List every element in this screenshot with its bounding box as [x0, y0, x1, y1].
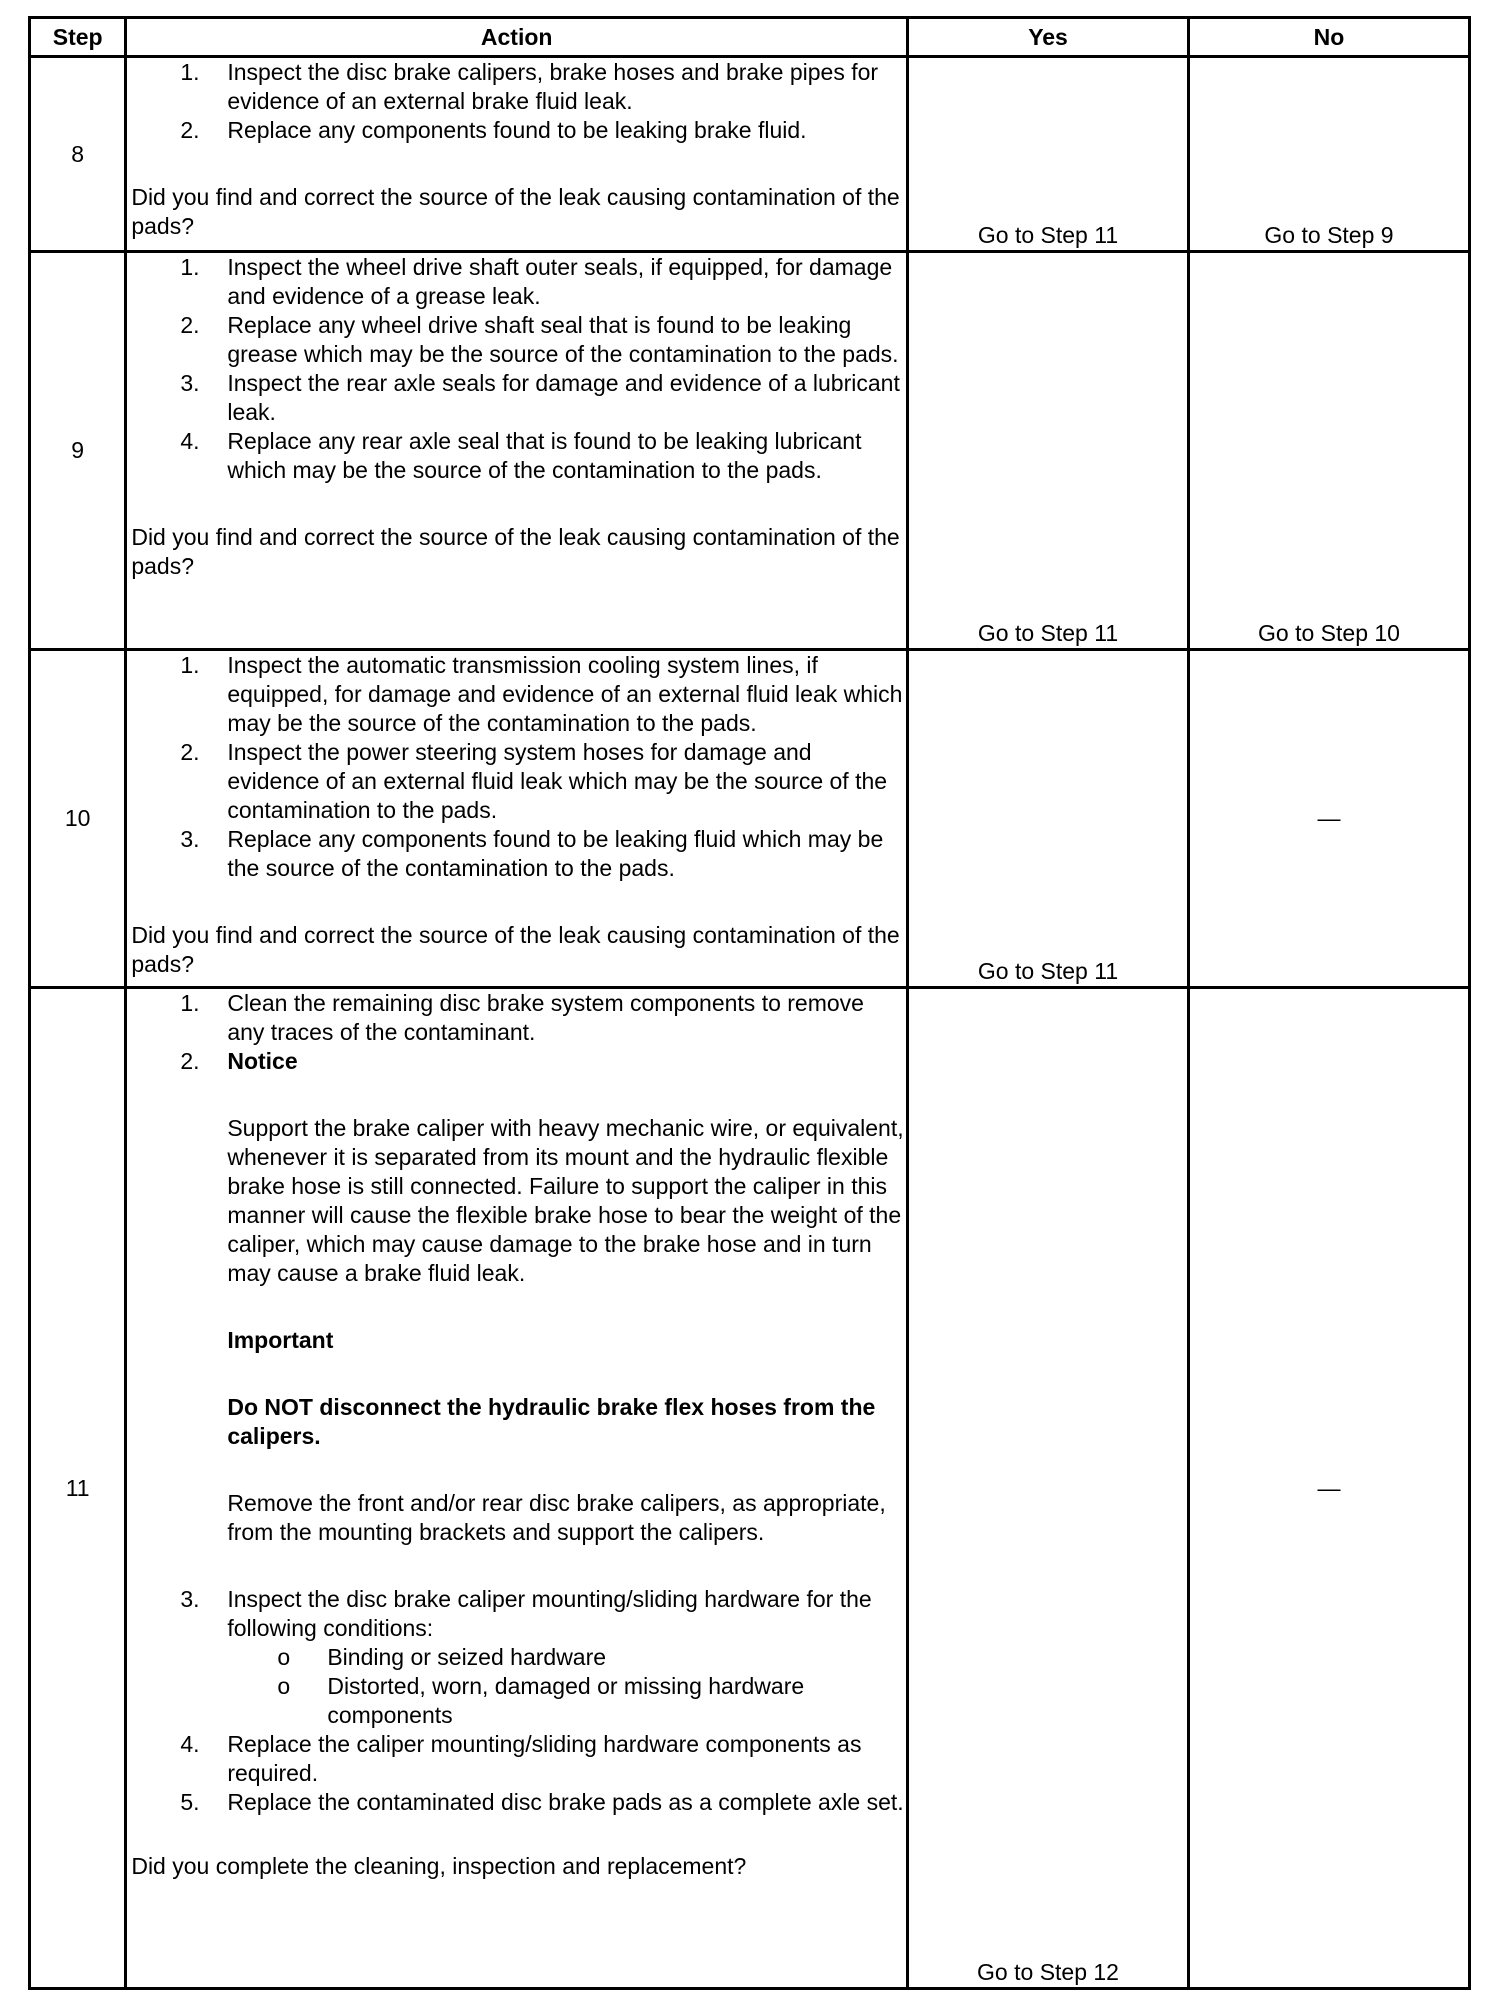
list-item: [131, 989, 904, 1047]
item-text: Inspect the power steering system hoses for damage and evidence of an external fluid leak which may be the source of the contamination to the pads.: [227, 739, 888, 823]
item-text: Replace the contaminated disc brake pads as a complete axle set.: [227, 1789, 904, 1815]
list-item: [131, 311, 904, 369]
item-text: Replace any components found to be leaking fluid which may be the source of the contamination to the pads.: [227, 826, 884, 881]
list-item: [131, 738, 904, 825]
yes-result: Go to Step 11: [908, 650, 1189, 988]
item-number: 3.: [180, 826, 200, 852]
list-item: [131, 116, 904, 145]
step-number: 10: [30, 650, 126, 988]
table-row-step-8: [30, 57, 1470, 252]
list-item: [131, 1047, 904, 1585]
header-yes: Yes: [908, 18, 1189, 57]
item-number: 2.: [180, 1048, 200, 1074]
action-cell: [126, 988, 908, 1989]
header-row: [30, 18, 1470, 57]
item-number: 1.: [180, 59, 200, 85]
list-item: [131, 1585, 904, 1730]
action-list: [131, 651, 904, 883]
item-text: Inspect the wheel drive shaft outer seals, if equipped, for damage and evidence of a grease leak.: [227, 254, 893, 309]
list-item: [131, 1730, 904, 1788]
item-number: 2.: [180, 739, 200, 765]
item-number: 1.: [180, 652, 200, 678]
table-row-step-11: [30, 988, 1470, 1989]
instruction-text: Remove the front and/or rear disc brake calipers, as appropriate, from the mounting brackets and support the calipers.: [227, 1490, 886, 1545]
action-cell: [126, 252, 908, 650]
no-result: —: [1189, 988, 1470, 1989]
table-row-step-9: [30, 252, 1470, 650]
item-text: Replace any components found to be leaking brake fluid.: [227, 117, 807, 143]
item-text: Replace any wheel drive shaft seal that is found to be leaking grease which may be the source of the contamination to the pads.: [227, 312, 899, 367]
notice-text: Support the brake caliper with heavy mechanic wire, or equivalent, whenever it is separated from its mount and the hydraulic flexible brake hose is still connected. Failure to support the caliper in this manner will cause the flexible brake hose to bear the weight of the caliper, which may cause damage to the brake hose and in turn may cause a brake fluid leak.: [227, 1115, 904, 1286]
yes-result: Go to Step 12: [908, 988, 1189, 1989]
header-step: Step: [30, 18, 126, 57]
item-text: Inspect the automatic transmission cooling system lines, if equipped, for damage and evidence of an external fluid leak which may be the source of the contamination to the pads.: [227, 652, 903, 736]
item-number: 5.: [180, 1789, 200, 1815]
item-text: Replace the caliper mounting/sliding hardware components as required.: [227, 1731, 862, 1786]
bullet-icon: o: [277, 1644, 291, 1670]
step-number: 9: [30, 252, 126, 650]
question-text: Did you find and correct the source of the leak causing contamination of the pads?: [131, 922, 900, 977]
question-text: Did you find and correct the source of the leak causing contamination of the pads?: [131, 524, 900, 579]
action-list: [131, 989, 904, 1817]
action-list: [131, 58, 904, 145]
no-result: Go to Step 9: [1189, 57, 1470, 252]
header-no: No: [1189, 18, 1470, 57]
item-number: 4.: [180, 428, 200, 454]
important-label: Important: [227, 1327, 334, 1353]
notice-label: Notice: [227, 1048, 298, 1074]
conditions-list: [227, 1643, 904, 1730]
step-number: 8: [30, 57, 126, 252]
list-item: [131, 58, 904, 116]
yes-result: Go to Step 11: [908, 252, 1189, 650]
header-action: Action: [126, 18, 908, 57]
item-number: 1.: [180, 254, 200, 280]
list-item: [131, 253, 904, 311]
no-result: Go to Step 10: [1189, 252, 1470, 650]
item-text: Inspect the disc brake calipers, brake hoses and brake pipes for evidence of an external brake fluid leak.: [227, 59, 879, 114]
step-number: 11: [30, 988, 126, 1989]
bullet-icon: o: [277, 1673, 291, 1699]
list-item: [131, 825, 904, 883]
condition-item: [227, 1643, 904, 1672]
yes-result: Go to Step 11: [908, 57, 1189, 252]
condition-item: [227, 1672, 904, 1730]
item-text: Replace any rear axle seal that is found to be leaking lubricant which may be the source of the contamination to the pads.: [227, 428, 862, 483]
item-number: 4.: [180, 1731, 200, 1757]
action-list: [131, 253, 904, 485]
diagnostic-table: [28, 16, 1471, 1990]
action-cell: [126, 650, 908, 988]
item-number: 3.: [180, 1586, 200, 1612]
list-item: [131, 369, 904, 427]
table-row-step-10: [30, 650, 1470, 988]
list-item: [131, 651, 904, 738]
question-text: Did you find and correct the source of the leak causing contamination of the pads?: [131, 184, 900, 239]
item-number: 3.: [180, 370, 200, 396]
item-number: 2.: [180, 117, 200, 143]
no-result: —: [1189, 650, 1470, 988]
action-cell: [126, 57, 908, 252]
item-number: 2.: [180, 312, 200, 338]
item-text: Inspect the rear axle seals for damage and evidence of a lubricant leak.: [227, 370, 900, 425]
condition-text: Distorted, worn, damaged or missing hardware components: [327, 1673, 805, 1728]
item-text: Clean the remaining disc brake system components to remove any traces of the contaminant.: [227, 990, 864, 1045]
list-item: [131, 1788, 904, 1817]
important-text: Do NOT disconnect the hydraulic brake flex hoses from the calipers.: [227, 1394, 876, 1449]
item-text: Inspect the disc brake caliper mounting/sliding hardware for the following conditions:: [227, 1586, 872, 1641]
item-number: 1.: [180, 990, 200, 1016]
list-item: [131, 427, 904, 485]
condition-text: Binding or seized hardware: [327, 1644, 607, 1670]
question-text: Did you complete the cleaning, inspection and replacement?: [131, 1853, 747, 1879]
